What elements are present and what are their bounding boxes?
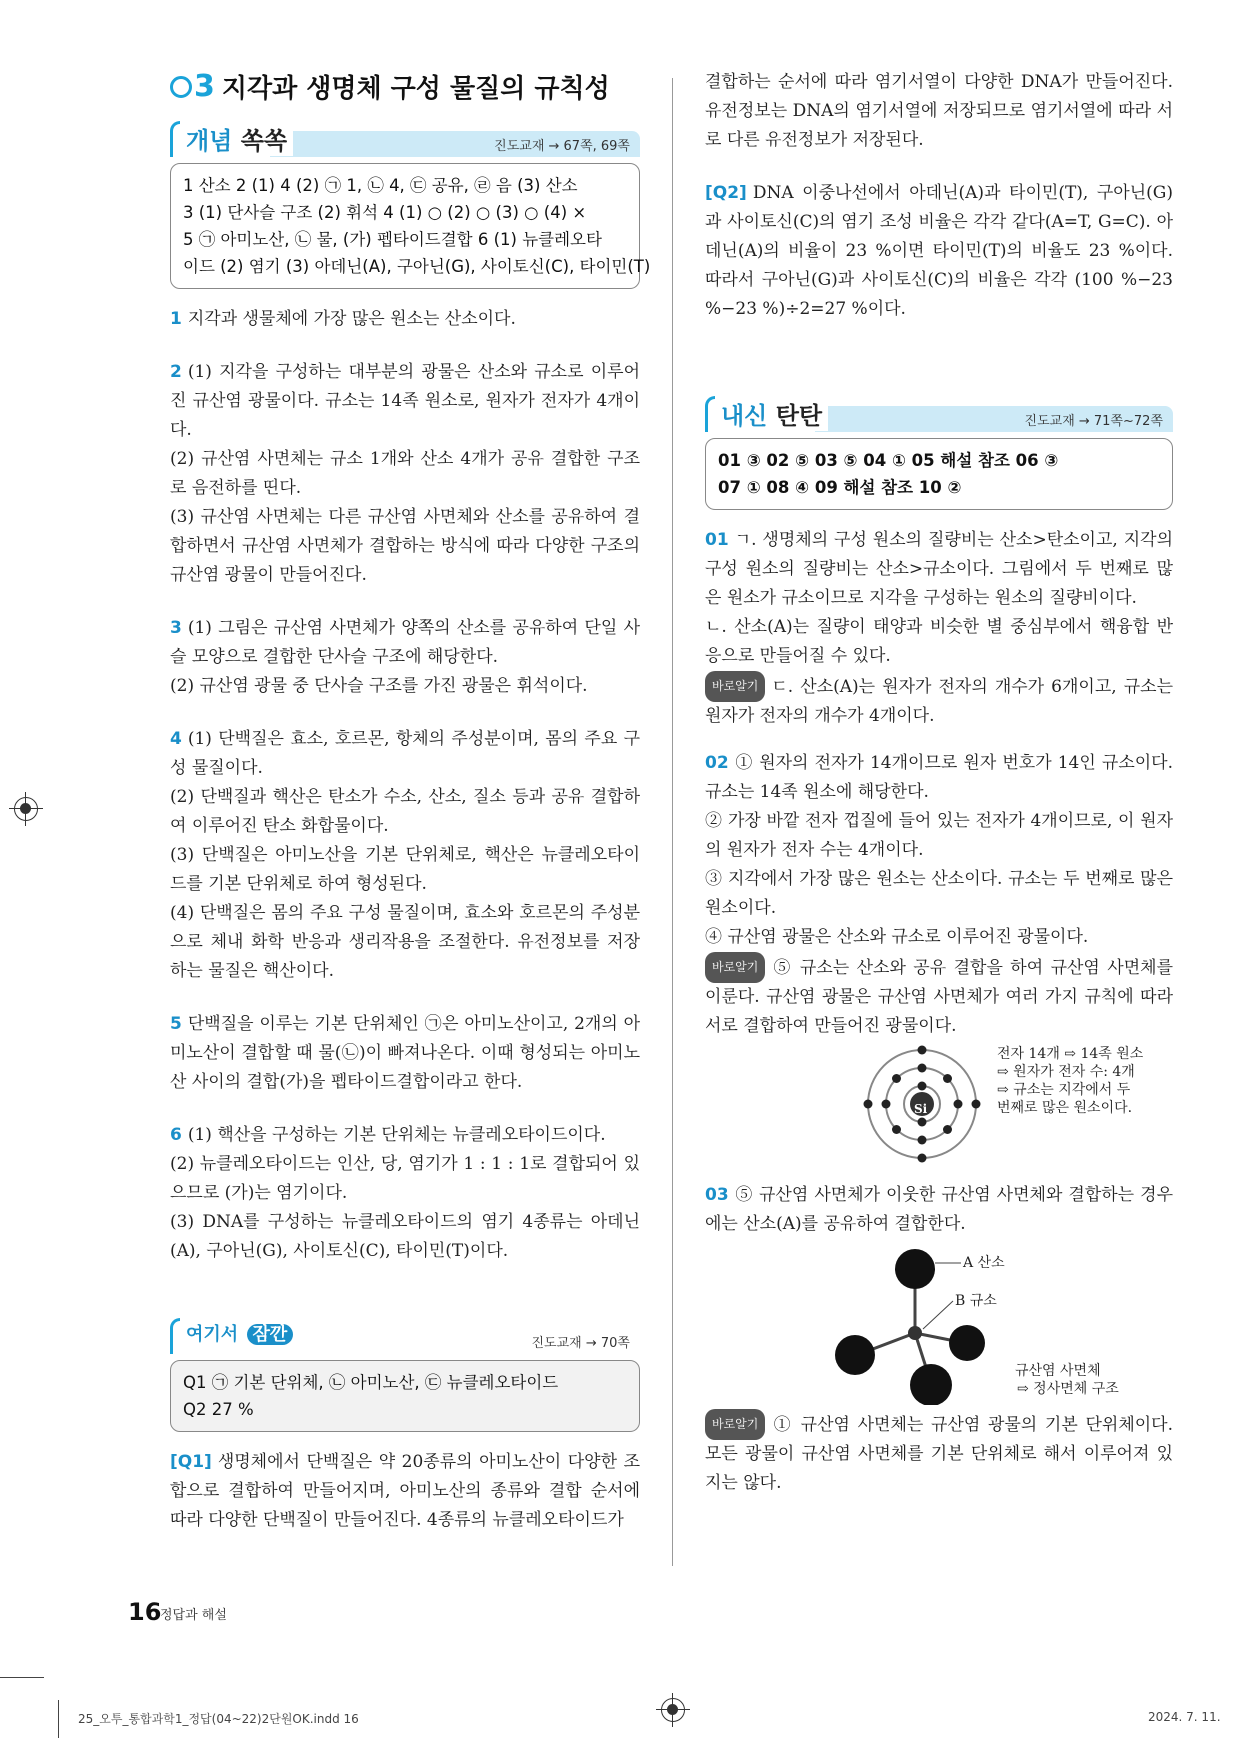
electron [918, 1154, 927, 1163]
electron [882, 1100, 891, 1109]
explanation-item [705, 749, 1173, 1163]
q1-label: [Q1] [170, 1452, 212, 1472]
line-text: ⑤ 규소는 산소와 공유 결합을 하여 규산염 사면체를 이룬다. 규산염 광물은 규산염 사면체가 여러 가지 규칙에 따라 서로 결합하여 만들어진 광물이다. [705, 958, 1173, 1036]
registration-mark [661, 1698, 685, 1722]
line-text: (1) 단백질은 효소, 호르몬, 항체의 주성분이며, 몸의 주요 구성 물질이다. [170, 729, 640, 778]
line-text: (3) 단백질은 아미노산을 기본 단위체로, 핵산은 뉴클레오타이드를 기본 단위체로 하여 형성된다. [170, 845, 640, 894]
oxygen-atom [949, 1325, 985, 1361]
baro-algi-tag: 바로알기 [705, 671, 765, 702]
gaenyeom-title: 개념 쏙쏙 [180, 121, 293, 156]
explanation-line [705, 865, 1173, 923]
line-text: (2) 규산염 사면체는 규소 1개와 산소 4개가 공유 결합한 구조로 음전하를 띤다. [170, 449, 640, 498]
section-name: 지각과 생명체 구성 물질의 규칙성 [221, 74, 610, 104]
baro-algi-line [705, 952, 1173, 1041]
answer-row: 이드 (2) 염기 (3) 아데닌(A), 구아닌(G), 사이토신(C), 타이민(T) [183, 257, 651, 276]
naesin-answer-box [705, 438, 1173, 510]
silicon-atom [908, 1326, 922, 1340]
line-text: ② 가장 바깥 전자 껍질에 들어 있는 전자가 4개이므로, 이 원자의 원자가 전자 수는 4개이다. [705, 811, 1173, 860]
explanation-line [170, 841, 640, 899]
explanation-line [170, 1208, 640, 1266]
q2-explanation [705, 179, 1173, 324]
answer-row: Q2 27 % [183, 1400, 254, 1419]
atom-note-line: 전자 14개 ⇨ 14족 원소 [997, 1046, 1144, 1062]
silicate-tetrahedron-figure [705, 1245, 1173, 1405]
explanation-item [170, 305, 640, 334]
electron [864, 1100, 873, 1109]
item-number: 1 [170, 309, 182, 329]
explanation-line [705, 749, 1173, 807]
explanation-line [705, 807, 1173, 865]
line-text: ① 원자의 전자가 14개이므로 원자 번호가 14인 규소이다. 규소는 14족 원소에 해당한다. [705, 753, 1173, 802]
q2-text: DNA 이중나선에서 아데닌(A)과 타이민(T), 구아닌(G)과 사이토신(C)의 염기 조성 비율은 각각 같다(A=T, G=C). 아데닌(A)의 비율이 23 %이면 타이민(T)의 비율도 23 %이다. 따라서 구아닌(G)과 사이토신(C)의 비율은 각각 (100 %−23 %−23 %)÷2=27 %이다. [705, 183, 1173, 319]
explanation-line [170, 305, 640, 334]
right-explanations [705, 526, 1173, 1498]
registration-mark [14, 797, 38, 821]
explanation-line [170, 783, 640, 841]
baro-algi-line [705, 1409, 1173, 1498]
baro-algi-tag: 바로알기 [705, 952, 765, 983]
line-text: ③ 지각에서 가장 많은 원소는 산소이다. 규소는 두 번째로 많은 원소이다. [705, 869, 1173, 918]
line-text: (1) 그림은 규산염 사면체가 양쪽의 산소를 공유하여 단일 사슬 모양으로 결합한 단사슬 구조에 해당한다. [170, 618, 640, 667]
atom-note-line: ⇨ 원자가 전자 수: 4개 [997, 1064, 1135, 1080]
line-text: ㄷ. 산소(A)는 원자가 전자의 개수가 6개이고, 규소는 원자가 전자의 개수가 4개이다. [705, 677, 1173, 726]
answer-row: 1 산소 2 (1) 4 (2) ㉠ 1, ㉡ 4, ㉢ 공유, ㉣ 음 (3) 산소 [183, 176, 578, 195]
print-date: 2024. 7. 11. [1148, 1710, 1221, 1724]
answer-row: 5 ㉠ 아미노산, ㉡ 물, (가) 펩타이드결합 6 (1) 뉴클레오타 [183, 230, 602, 249]
line-text: 지각과 생물체에 가장 많은 원소는 산소이다. [187, 309, 516, 329]
yeogiseo-header [170, 1318, 640, 1354]
line-text: (3) DNA를 구성하는 뉴클레오타이드의 염기 4종류는 아데닌(A), 구아닌(G), 사이토신(C), 타이민(T)이다. [170, 1212, 640, 1261]
line-text: ㄴ. 산소(A)는 질량이 태양과 비슷한 별 중심부에서 핵융합 반응으로 만들어질 수 있다. [705, 617, 1173, 666]
electron [954, 1100, 963, 1109]
left-explanations [170, 305, 640, 1266]
gaenyeom-answer-box [170, 163, 651, 289]
atom-notes [997, 1045, 1143, 1117]
electron [918, 1046, 927, 1055]
electron [892, 1074, 901, 1083]
item-number: 3 [170, 618, 182, 638]
gaenyeom-ref: 진도교재 → 67쪽, 69쪽 [270, 131, 640, 157]
electron [918, 1082, 927, 1091]
atom-note-line: ⇨ 규소는 지각에서 두 [997, 1082, 1131, 1098]
column-divider [672, 78, 673, 1566]
electron [972, 1100, 981, 1109]
explanation-line [170, 1121, 640, 1150]
page-label: 정답과 해설 [160, 1608, 227, 1623]
explanation-item [170, 1121, 640, 1266]
electron [918, 1064, 927, 1073]
label-silicon: B 규소 [955, 1293, 997, 1309]
explanation-line [170, 614, 640, 672]
explanation-line [170, 445, 640, 503]
file-name: 25_오투_통합과학1_정답(04~22)2단원OK.indd 16 [78, 1712, 359, 1726]
yeogiseo-answer-box [170, 1360, 640, 1432]
atom-note-line: 번째로 많은 원소이다. [997, 1100, 1133, 1116]
answer-row: 3 (1) 단사슬 구조 (2) 휘석 4 (1) ○ (2) ○ (3) ○ (4) × [183, 203, 587, 222]
naesin-header [705, 396, 1173, 432]
item-number: 6 [170, 1125, 182, 1145]
line-text: (2) 뉴클레오타이드는 인산, 당, 염기가 1 : 1 : 1로 결합되어 있으므로 (가)는 염기이다. [170, 1154, 640, 1203]
answer-row: Q1 ㉠ 기본 단위체, ㉡ 아미노산, ㉢ 뉴클레오타이드 [183, 1373, 559, 1392]
electron [918, 1136, 927, 1145]
label-oxygen: A 산소 [963, 1255, 1005, 1271]
explanation-line [170, 672, 640, 701]
explanation-line [705, 1181, 1173, 1239]
electron [943, 1074, 952, 1083]
explanation-item [170, 1010, 640, 1097]
line-text: ⑤ 규산염 사면체가 이웃한 규산염 사면체와 결합하는 경우에는 산소(A)를 공유하여 결합한다. [705, 1185, 1173, 1234]
naesin-title: 내신 탄탄 [715, 396, 828, 431]
yeogiseo-title: 여기서 잠깐 [180, 1318, 299, 1346]
section-number: 3 [170, 69, 214, 104]
section-title [170, 68, 640, 105]
explanation-line [170, 503, 640, 590]
explanation-item [170, 614, 640, 701]
line-text: (2) 규산염 광물 중 단사슬 구조를 가진 광물은 휘석이다. [170, 676, 588, 696]
naesin-ref: 진도교재 → 71쪽~72쪽 [815, 406, 1173, 432]
crop-mark [0, 1677, 44, 1678]
baro-algi-tag: 바로알기 [705, 1409, 765, 1440]
explanation-item [705, 526, 1173, 731]
explanation-line [170, 899, 640, 986]
crop-mark [58, 1700, 59, 1738]
answer-row: 01 ③ 02 ⑤ 03 ⑤ 04 ① 05 해설 참조 06 ③ [718, 451, 1059, 470]
electron [943, 1125, 952, 1134]
line-text: ① 규산염 사면체는 규산염 광물의 기본 단위체이다. 모든 광물이 규산염 사면체를 기본 단위체로 해서 이루어져 있지는 않다. [705, 1415, 1173, 1493]
answer-row: 07 ① 08 ④ 09 해설 참조 10 ② [718, 478, 962, 497]
explanation-item [170, 725, 640, 986]
line-text: ㄱ. 생명체의 구성 원소의 질량비는 산소>탄소이고, 지각의 구성 원소의 질량비는 산소>규소이다. 그림에서 두 번째로 많은 원소가 규소이므로 지각을 구성하는 원소의 질량비이다. [705, 530, 1173, 608]
line-text: (4) 단백질은 몸의 주요 구성 물질이며, 효소와 호르몬의 주성분으로 체내 화학 반응과 생리작용을 조절한다. 유전정보를 저장하는 물질은 핵산이다. [170, 903, 640, 981]
line-text: (1) 지각을 구성하는 대부분의 광물은 산소와 규소로 이루어진 규산염 광물이다. 규소는 14족 원소로, 원자가 전자가 4개이다. [170, 362, 640, 440]
gaenyeom-header [170, 121, 640, 157]
item-number: 2 [170, 362, 182, 382]
item-number: 02 [705, 753, 729, 773]
silicon-atom-figure [705, 1045, 1173, 1163]
q1-continued: 결합하는 순서에 따라 염기서열이 다양한 DNA가 만들어진다. 유전정보는 DNA의 염기서열에 저장되므로 염기서열에 따라 서로 다른 유전정보가 저장된다. [705, 72, 1173, 150]
explanation-line [170, 1150, 640, 1208]
explanation-line [705, 923, 1173, 952]
oxygen-atom [910, 1364, 952, 1405]
explanation-item [705, 1181, 1173, 1498]
left-column [170, 68, 651, 1535]
nucleus-label: Si [914, 1102, 928, 1116]
electron [892, 1125, 901, 1134]
explanation-line [705, 526, 1173, 613]
explanation-line [170, 358, 640, 445]
explanation-line [705, 613, 1173, 671]
explanation-item [170, 358, 640, 590]
item-number: 4 [170, 729, 182, 749]
line-text: (1) 핵산을 구성하는 기본 단위체는 뉴클레오타이드이다. [187, 1125, 606, 1145]
baro-algi-line [705, 671, 1173, 731]
right-column [705, 68, 1173, 1516]
yeogiseo-ref: 진도교재 → 70쪽 [320, 1328, 640, 1354]
q1-explanation [170, 1448, 640, 1535]
line-text: 단백질을 이루는 기본 단위체인 ㉠은 아미노산이고, 2개의 아미노산이 결합할 때 물(㉡)이 빠져나온다. 이때 형성되는 아미노산 사이의 결합(가)을 펩타이드결합이라고 한다. [170, 1014, 640, 1092]
item-number: 03 [705, 1185, 729, 1205]
item-number: 01 [705, 530, 729, 550]
line-text: (2) 단백질과 핵산은 탄소가 수소, 산소, 질소 등과 공유 결합하여 이루어진 탄소 화합물이다. [170, 787, 640, 836]
explanation-line [170, 725, 640, 783]
page-number: 16 [128, 1598, 162, 1626]
oxygen-atom [895, 1249, 935, 1289]
item-number: 5 [170, 1014, 182, 1034]
label-tetrahedron-structure: ⇨ 정사면체 구조 [1017, 1381, 1119, 1397]
explanation-line [170, 1010, 640, 1097]
line-text: ④ 규산염 광물은 산소와 규소로 이루어진 광물이다. [705, 927, 1089, 947]
q2-label: [Q2] [705, 183, 747, 203]
q1-text: 생명체에서 단백질은 약 20종류의 아미노산이 다양한 조합으로 결합하여 만들어지며, 아미노산의 종류와 결합 순서에 따라 다양한 단백질이 만들어진다. 4종류의 뉴클레오타이드가 [170, 1452, 640, 1530]
label-tetrahedron: 규산염 사면체 [1015, 1363, 1101, 1379]
line-text: (3) 규산염 사면체는 다른 규산염 사면체와 산소를 공유하여 결합하면서 규산염 사면체가 결합하는 방식에 따라 다양한 구조의 규산염 광물이 만들어진다. [170, 507, 640, 585]
oxygen-atom [835, 1335, 875, 1375]
